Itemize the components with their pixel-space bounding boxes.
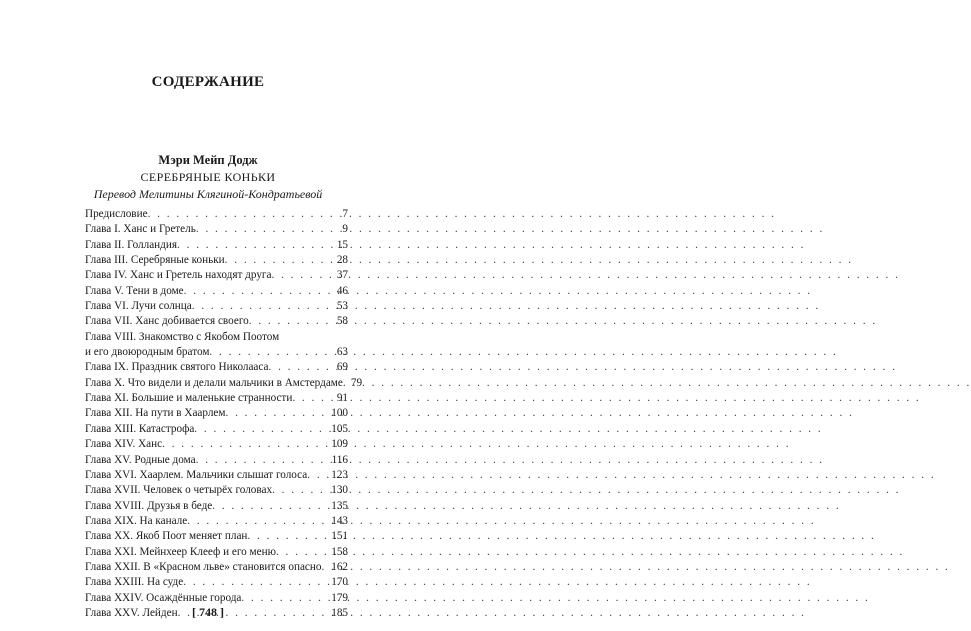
toc-entry-page: 69 xyxy=(336,361,348,374)
dot-leader xyxy=(183,575,329,590)
toc-entry xyxy=(85,345,348,360)
toc-entry xyxy=(85,284,348,299)
toc-entry-page: 79 xyxy=(350,376,363,389)
toc-entry xyxy=(85,207,348,222)
toc-entry-page: 100 xyxy=(331,407,348,420)
toc-entry xyxy=(85,268,348,283)
toc-entry-title: Глава XIX. На канале xyxy=(85,514,188,527)
toc-entry xyxy=(85,437,348,452)
toc-entry-title: Глава IX. Праздник святого Николааса xyxy=(85,361,269,374)
toc-entry xyxy=(85,453,348,468)
toc-entry xyxy=(85,529,348,544)
toc-entry xyxy=(85,330,348,345)
author-name: Мэри Мейп Додж xyxy=(158,153,258,167)
toc-entry xyxy=(85,391,348,406)
toc-entry-title: Глава XI. Большие и маленькие странности xyxy=(85,392,293,405)
toc-entry-title: Глава I. Ханс и Гретель xyxy=(85,223,196,236)
dot-leader xyxy=(148,207,341,222)
toc-entry-title: Глава XIII. Катастрофа xyxy=(85,422,195,435)
dot-leader xyxy=(247,529,329,544)
toc-entry xyxy=(85,222,348,237)
toc-entry-title: Глава VII. Ханс добивается своего xyxy=(85,315,249,328)
dot-leader xyxy=(177,238,335,253)
toc-entry xyxy=(85,499,348,514)
contents-heading: СОДЕРЖАНИЕ xyxy=(151,74,265,90)
toc-entry-page: 7 xyxy=(342,208,348,220)
toc-entry-page: 143 xyxy=(331,514,348,527)
toc-entry-page: 28 xyxy=(336,254,348,267)
dot-leader xyxy=(184,284,335,299)
dot-leader xyxy=(249,314,335,329)
toc-entry-page: 15 xyxy=(336,238,348,251)
toc-entry xyxy=(85,468,348,483)
toc-entry xyxy=(85,545,348,560)
dot-leader xyxy=(292,391,335,406)
dot-leader xyxy=(196,222,341,237)
toc-entry-title: Глава V. Тени в доме xyxy=(85,284,184,297)
toc-entry xyxy=(85,422,348,437)
translator-credit: Перевод Мелитины Клягиной-Кондратьевой xyxy=(93,187,323,201)
toc-entry-title: Глава XII. На пути в Хаарлем xyxy=(85,407,226,420)
toc-entry-title: Предисловие xyxy=(85,208,148,220)
toc-entry-title: Глава X. Что видели и делали мальчики в Амстердаме xyxy=(85,376,343,389)
toc-entry-page: 170 xyxy=(331,576,348,589)
toc-entry-title: Глава XVIII. Друзья в беде xyxy=(85,499,213,512)
toc-entry-title: Глава II. Голландия xyxy=(85,238,177,251)
dot-leader xyxy=(194,422,329,437)
toc-entry xyxy=(85,314,348,329)
dot-leader xyxy=(225,406,329,421)
toc-entry xyxy=(85,591,348,606)
toc-entry xyxy=(85,483,348,498)
toc-entry-page: 123 xyxy=(331,468,348,481)
dot-leader xyxy=(212,499,329,514)
toc-entry-page: 185 xyxy=(331,606,348,619)
toc-entry xyxy=(85,406,348,421)
toc-entry-title: Глава XVII. Человек о четырёх головах xyxy=(85,484,273,497)
toc-entry-title: Глава XIV. Ханс xyxy=(85,438,163,451)
dot-leader xyxy=(209,345,334,360)
toc-entry-page: 46 xyxy=(336,284,348,297)
dot-leader xyxy=(241,591,329,606)
toc-entry xyxy=(85,253,348,268)
book-page xyxy=(0,0,416,631)
toc-entry-title: Глава IV. Ханс и Гретель находят друга xyxy=(85,269,272,282)
toc-entry-title: Глава XVI. Хаарлем. Мальчики слышат голоса xyxy=(85,468,308,481)
toc-entry-title: Глава VIII. Знакомство с Якобом Поотом xyxy=(85,330,280,343)
toc-entry xyxy=(85,514,348,529)
toc-entry-page: 53 xyxy=(336,300,348,313)
toc-entry-page: 151 xyxy=(331,530,348,543)
dot-leader xyxy=(307,468,329,483)
toc-entry-title: Глава XXIII. На суде xyxy=(85,576,184,589)
dot-leader xyxy=(196,453,330,468)
toc-entry-page: 91 xyxy=(336,392,348,405)
toc-entry-page: 58 xyxy=(336,315,348,328)
toc-entry-page: 37 xyxy=(336,269,348,282)
toc-entry-page: 63 xyxy=(336,346,348,359)
toc-entry-title: Глава XV. Родные дома xyxy=(85,453,196,466)
dot-leader xyxy=(276,545,329,560)
toc-entry-title: Глава XXIV. Осаждённые города xyxy=(85,591,242,604)
toc-entry xyxy=(85,238,348,253)
dot-leader xyxy=(268,360,334,375)
toc-entry-page: 9 xyxy=(342,223,348,236)
toc-entry xyxy=(85,376,363,391)
toc-entry-page: 109 xyxy=(331,438,348,451)
toc-entry-page: 135 xyxy=(331,499,348,512)
dot-leader xyxy=(192,299,335,314)
page-number: [ 748 ] xyxy=(192,605,224,619)
book-title: СЕРЕБРЯНЫЕ КОНЬКИ xyxy=(140,170,276,184)
toc-entry-title: Глава XXII. В «Красном льве» становится опасно xyxy=(85,560,322,573)
dot-leader xyxy=(162,437,329,452)
toc-entry xyxy=(85,360,348,375)
dot-leader xyxy=(271,268,334,283)
toc-entry xyxy=(85,299,348,314)
toc-entry-page: 116 xyxy=(331,453,348,466)
toc-entry-page: 158 xyxy=(331,545,348,558)
dot-leader xyxy=(225,253,335,268)
toc-entry-title: Глава XXV. Лейден xyxy=(85,606,178,619)
toc-entry-title: Глава VI. Лучи солнца xyxy=(85,300,192,313)
toc-entry-page: 162 xyxy=(331,560,348,573)
table-of-contents xyxy=(85,207,363,621)
toc-entry-page: 105 xyxy=(331,422,348,435)
dot-leader xyxy=(321,560,329,575)
dot-leader xyxy=(187,514,329,529)
toc-entry-title: Глава III. Серебряные коньки xyxy=(85,254,225,267)
toc-entry-page: 130 xyxy=(331,484,348,497)
dot-leader xyxy=(272,483,329,498)
toc-entry-title: и его двоюродным братом xyxy=(85,346,210,359)
toc-entry-page: 179 xyxy=(331,591,348,604)
toc-entry xyxy=(85,560,348,575)
toc-entry-title: Глава XXI. Мейнхеер Клееф и его меню xyxy=(85,545,276,558)
toc-entry-title: Глава XX. Якоб Поот меняет план xyxy=(85,530,248,543)
toc-entry xyxy=(85,575,348,590)
